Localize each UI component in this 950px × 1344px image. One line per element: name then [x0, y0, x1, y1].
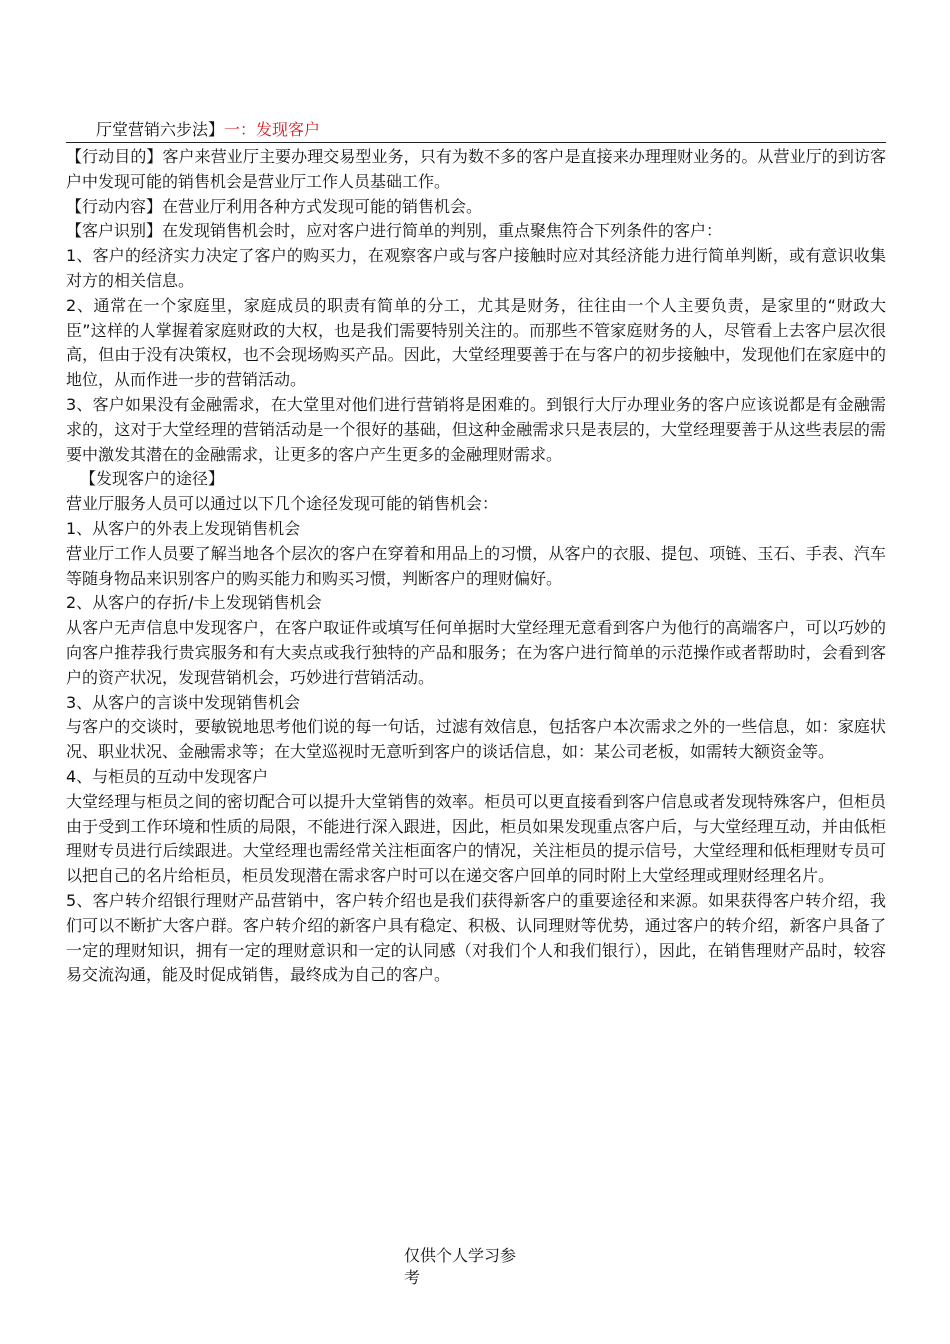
paragraph-teller: 大堂经理与柜员之间的密切配合可以提升大堂销售的效率。柜员可以更直接看到客户信息或者发现特殊客户，但柜员由于受到工作环境和性质的局限，不能进行深入跟进，因此，柜员如果发现重点客户后，与大堂经理互动，并由低柜理财专员进行后续跟进。大堂经理也需经常关注柜面客户的情况，关注柜员的提示信号，大堂经理和低柜理财专员可以把自己的名片给柜员，柜员发现潜在需求客户时可以在递交客户回单的同时附上大堂经理或理财经理名片。 [66, 791, 886, 886]
paragraph-conversation: 与客户的交谈时，要敏锐地思考他们说的每一句话，过滤有效信息，包括客户本次需求之外的一些信息，如：家庭状况、职业状况、金融需求等；在大堂巡视时无意听到客户的谈话信息，如：某公司老板，如需转大额资金等。 [66, 717, 886, 762]
paragraph-identify: 【客户识别】在发现销售机会时，应对客户进行简单的判别，重点聚焦符合下列条件的客户： [66, 221, 723, 241]
paragraph-point-2: 2、通常在一个家庭里，家庭成员的职责有简单的分工，尤其是财务，往往由一个人主要负责，是家里的“财政大臣”这样的人掌握着家庭财政的大权，也是我们需要特别关注的。而那些不管家庭财务的人，尽管看上去客户层次很高，但由于没有决策权，也不会现场购买产品。因此，大堂经理要善于在与客户的初步接触中，发现他们在家庭中的地位，从而作进一步的营销活动。 [66, 295, 886, 390]
document-page [66, 118, 886, 988]
paragraph-channels-intro: 营业厅服务人员可以通过以下几个途径发现可能的销售机会： [66, 494, 499, 514]
paragraph-referral: 5、客户转介绍银行理财产品营销中，客户转介绍也是我们获得新客户的重要途径和来源。如果获得客户转介绍，我们可以不断扩大客户群。客户转介绍的新客户具有稳定、积极、认同理财等优势，通过客户的转介绍，新客户具备了一定的理财知识，拥有一定的理财意识和一定的认同感（对我们个人和我们银行），因此，在销售理财产品时，较容易交流沟通，能及时促成销售，最终成为自己的客户。 [66, 890, 886, 985]
subheading-passbook: 2、从客户的存折/卡上发现销售机会 [66, 593, 322, 613]
paragraph-appearance: 营业厅工作人员要了解当地各个层次的客户在穿着和用品上的习惯，从客户的衣服、提包、项链、玉石、手表、汽车等随身物品来识别客户的购买能力和购买习惯，判断客户的理财偏好。 [66, 543, 886, 588]
footer-line-1: 仅供个人学习参 [404, 1246, 517, 1265]
paragraph-point-1: 1、客户的经济实力决定了客户的购买力，在观察客户或与客户接触时应对其经济能力进行简单判断，或有意识收集对方的相关信息。 [66, 246, 886, 290]
subheading-teller: 4、与柜员的互动中发现客户 [66, 766, 269, 786]
subheading-appearance: 1、从客户的外表上发现销售机会 [66, 518, 301, 538]
title-prefix: 厅堂营销六步法】 [96, 120, 225, 139]
paragraph-passbook: 从客户无声信息中发现客户，在客户取证件或填写任何单据时大堂经理无意看到客户为他行的高端客户，可以巧妙的向客户推荐我行贵宾服务和有大卖点或我行独特的产品和服务；在为客户进行简单的示范操作或者帮助时，会看到客户的资产状况，发现营销机会，巧妙进行营销活动。 [66, 618, 886, 687]
paragraph-purpose: 【行动目的】客户来营业厅主要办理交易型业务，只有为数不多的客户是直接来办理理财业务的。从营业厅的到访客户中发现可能的销售机会是营业厅工作人员基础工作。 [66, 147, 886, 191]
page-title [66, 118, 886, 143]
footer-line-2: 考 [404, 1268, 421, 1287]
section-heading-channels: 【发现客户的途径】 [80, 469, 225, 489]
body-text [66, 145, 886, 988]
title-highlight: 一：发现客户 [224, 120, 321, 139]
paragraph-point-3: 3、客户如果没有金融需求，在大堂里对他们进行营销将是困难的。到银行大厅办理业务的客户应该说都是有金融需求的，这对于大堂经理的营销活动是一个很好的基础，但这种金融需求只是表层的，大堂经理要善于从这些表层的需要中激发其潜在的金融需求，让更多的客户产生更多的金融理财需求。 [66, 394, 886, 464]
footer-note [404, 1245, 554, 1289]
paragraph-content: 【行动内容】在营业厅利用各种方式发现可能的销售机会。 [66, 196, 483, 216]
subheading-conversation: 3、从客户的言谈中发现销售机会 [66, 692, 301, 712]
